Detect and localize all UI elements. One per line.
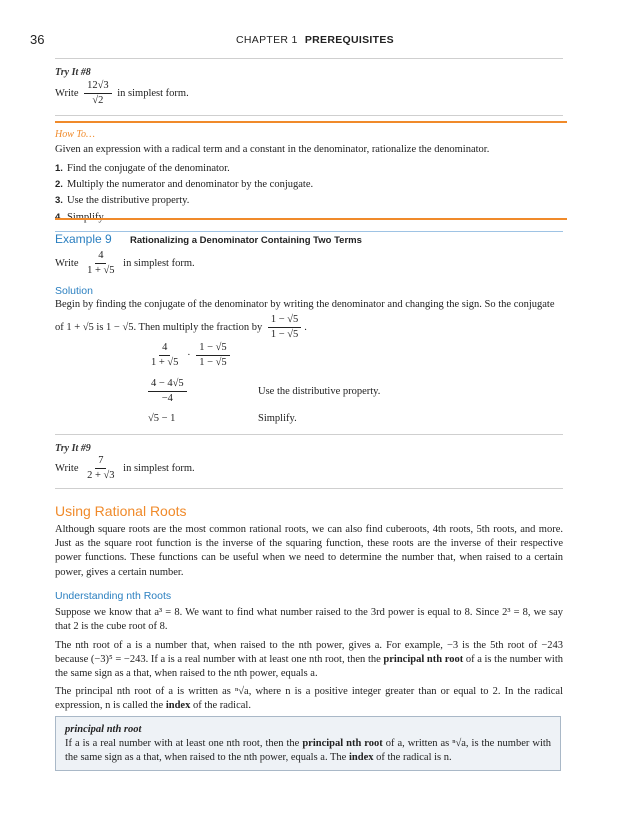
divider [55, 434, 563, 435]
how-to-intro: Given an expression with a radical term and a constant in the denominator, rationalize the denominator. [55, 144, 490, 155]
fraction: $\frac{4}{1 + √5}$ [87, 250, 115, 277]
fraction: $\frac{1 - √5}{1 - √5}$ [268, 314, 301, 341]
chapter-label: CHAPTER 1 [236, 34, 298, 46]
divider [55, 115, 563, 116]
work-step-3: √5 − 1 [148, 413, 176, 424]
work-step-3-note: Simplify. [258, 413, 297, 424]
definition-box [55, 716, 561, 771]
how-to-label: How To… [55, 129, 95, 140]
step-item: 1. Find the conjugate of the denominator. [55, 163, 230, 174]
step-item: 2. Multiply the numerator and denominator by the conjugate. [55, 179, 314, 191]
divider [55, 488, 563, 489]
how-to-bottom-rule [55, 218, 567, 220]
nth-roots-paragraph-2: The nth root of a is a number that, when raised to the nth power, gives a. For example, −3 is the 5th root of −243 because (−3)⁵ = −243. If a is a real number with at least one nth root, then the principal nth root of a is the number with the same sign as a that, when raised to the nth power, equals a. [55, 640, 564, 680]
page-number: 36 [30, 32, 45, 47]
try-it-8-label: Try It #8 [55, 67, 91, 78]
try-it-9-label: Try It #9 [55, 443, 91, 454]
work-step-2 [145, 378, 190, 405]
section-title: Using Rational Roots [55, 503, 187, 519]
example-9-title: Rationalizing a Denominator Containing Two Terms [130, 235, 362, 246]
step-item: 3. Use the distributive property. [55, 195, 190, 207]
fraction: $\frac{1 - √5}{1 - √5}$ [196, 342, 229, 369]
solution-line-2: of 1 + √5 is 1 − √5. Then multiply the fraction by $\frac{1 - √5}{1 - √5}$ . [55, 314, 307, 341]
how-to-top-rule [55, 121, 567, 123]
divider [55, 58, 563, 59]
try-it-8-problem: Write $\frac{12√3}{√2}$ in simplest form. [55, 80, 189, 107]
fraction: $\frac{4 - 4√5}{-4}$ [148, 378, 187, 405]
solution-line-1: Begin by finding the conjugate of the denominator by writing the denominator and changing the sign. So the conjugate [55, 299, 555, 310]
example-rule [55, 231, 563, 232]
try-it-9-problem: Write $\frac{7}{2 + √3}$ in simplest form. [55, 455, 195, 482]
fraction: $\frac{12√3}{√2}$ [84, 80, 112, 107]
solution-label: Solution [55, 285, 93, 297]
chapter-title: PREREQUISITES [304, 34, 394, 46]
fraction: $\frac{4}{1 + √5}$ [151, 342, 179, 369]
how-to-steps [55, 162, 563, 227]
example-9-problem: Write $\frac{4}{1 + √5}$ in simplest form. [55, 250, 195, 277]
nth-roots-paragraph-3: The principal nth root of a is written as ⁿ√a, where n is a positive integer greater than or equal to 2. In the radical expression, n is called the index of the radical. [55, 686, 563, 712]
definition-text: If a is a real number with at least one nth root, then the principal nth root of a, written as ⁿ√a, is the number with the same sign as a that, when raised to the nth power, equals a. The index of the radical is n. [65, 738, 552, 764]
subsection-title: Understanding nth Roots [55, 590, 172, 602]
work-step-1: $\frac{4}{1 + √5}$ · $\frac{1 - √5}{1 - √5}$ [145, 342, 233, 369]
rational-roots-paragraph: Although square roots are the most common rational roots, we can also find cuberoots, 4th roots, 5th roots, and more. Just as the square root function is the inverse of the squaring function, these roots are the inverse of their respective power functions. These functions can be useful when we need to determine the number that, when raised to a certain power, gives a certain number. [55, 524, 563, 578]
fraction: $\frac{7}{2 + √3}$ [87, 455, 115, 482]
example-9-label: Example 9 [55, 232, 112, 246]
definition-term: principal nth root [65, 724, 142, 735]
nth-roots-paragraph-1: Suppose we know that a³ = 8. We want to find what number raised to the 3rd power is equal to 8. Since 2³ = 8, we say that 2 is the cube root of 8. [55, 607, 563, 633]
running-head [0, 33, 630, 47]
work-step-2-note: Use the distributive property. [258, 386, 381, 397]
